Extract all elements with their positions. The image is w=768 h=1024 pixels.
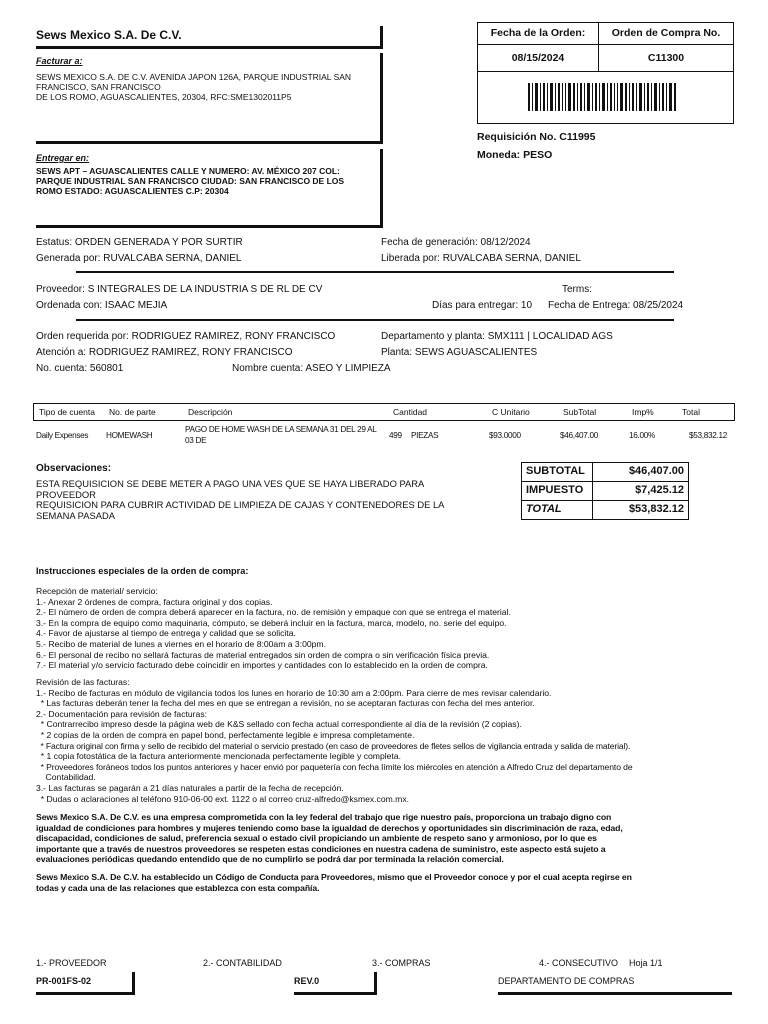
cell-subtotal: $46,407.00 [560,431,598,440]
instruction-line: * Proveedores foráneos todos los puntos anteriores y hacer envió por paquetería con fecha límite los miércoles en atención a Alfredo Cruz del departamento de [36,761,633,772]
ship-to-label: Entregar en: [36,153,90,163]
instruction-line: * 1 copia fotostática de la factura anteriormente mencionada perfectamente legible y completa. [36,751,401,762]
col-header: Cantidad [393,407,428,417]
ship-to-address [36,166,380,196]
col-header: Tipo de cuenta [39,407,95,417]
cell-unit-cost: $93.0000 [489,431,521,440]
subtotal-label: SUBTOTAL [522,463,593,481]
account-number: No. cuenta: 560801 [36,363,124,374]
total-value: $53,832.12 [628,503,684,515]
divider [76,319,674,321]
copy-supplier: 1.- PROVEEDOR [36,958,107,968]
instruction-line: 2.- El número de orden de compra deberá aparecer en la factura, no. de remisión y empaque con que se entrega el material. [36,607,511,618]
attention-to: Atención a: RODRIGUEZ RAMIREZ, RONY FRANCISCO [36,347,293,358]
reception-instructions [36,586,511,671]
total-row [521,501,689,520]
totals-box [521,462,689,520]
cell-unit: PIEZAS [411,431,439,440]
statement-line: igualdad de condiciones para hombres y mujeres teniendo como base la igualdad de derechos y oportunidades sin discriminación de raza, edad, [36,822,623,833]
company-box [36,26,383,49]
bill-to-line: DE LOS ROMO, AGUASCALIENTES, 20304, RFC:SME1302011P5 [36,92,292,102]
subtotal-value: $46,407.00 [628,465,684,477]
col-header: C Unitario [492,407,530,417]
bill-to-box [36,53,383,144]
released-by: Liberada por: RUVALCABA SERNA, DANIEL [381,253,581,264]
description-line: PAGO DE HOME WASH DE LA SEMANA 31 DEL 29 AL [185,425,377,434]
account-name: Nombre cuenta: ASEO Y LIMPIEZA [232,363,391,374]
observation-line: SEMANA PASADA [36,509,116,521]
statement-line: Sews Mexico S.A. De C.V. es una empresa comprometida con la ley federal del trabajo que rige nuestro país, proporciona un trabajo digno con [36,812,612,822]
footer-form-box [36,972,135,995]
generated-by: Generada por: RUVALCABA SERNA, DANIEL [36,253,242,264]
cell-total: $53,832.12 [689,431,727,440]
instruction-line: 7.- El material y/o servicio facturado debe coincidir en importes y cantidades con lo establecido en la orden de compra. [36,660,488,671]
col-header: SubTotal [563,407,597,417]
order-date-label: Fecha de la Orden: [478,23,599,45]
observations-label: Observaciones: [36,463,112,474]
observations [36,479,456,521]
currency: Moneda: PESO [477,149,553,161]
bill-to-label: Facturar a: [36,56,83,66]
form-number: PR-001FS-02 [36,976,92,986]
divider [76,271,674,273]
copy-purchasing: 3.- COMPRAS [372,958,431,968]
instruction-line: 5.- Recibo de material de lunes a viernes en el horario de 8:00am a 3:00pm. [36,638,326,649]
po-number: C11300 [599,45,733,72]
table-row [33,422,733,452]
copy-consecutive: 4.- CONSECUTIVO [539,958,619,968]
instruction-line: 1.- Anexar 2 órdenes de compra, factura original y dos copias. [36,596,273,607]
code-of-conduct-statement [36,872,632,893]
cell-part-number: HOMEWASH [106,431,153,440]
instruction-line: Contabilidad. [36,772,96,783]
invoice-review-instructions [36,677,633,804]
observation-line: PROVEEDOR [36,488,96,500]
instruction-line: Recepción de material/ servicio: [36,586,158,596]
instruction-line: 3.- Las facturas se pagarán a 21 días naturales a partir de la fecha de recepción. [36,782,344,793]
revision: REV.0 [294,976,320,986]
ship-to-line: ROMO ESTADO: AGUASCALIENTES C.P: 20304 [36,186,229,196]
instruction-line: 3.- En la compra de equipo como maquinaria, cómputo, se deberá incluir en la factura, marca, modelo, no. serie del equipo. [36,617,507,628]
instruction-line: 1.- Recibo de facturas en módulo de vigilancia todos los lunes en horario de 10:30 am a 2:00pm. Para cierre de mes revisar calendario. [36,687,552,698]
department: Departamento y planta: SMX111 | LOCALIDAD AGS [381,331,613,342]
instructions-title: Instrucciones especiales de la orden de compra: [36,566,249,576]
footer-dept-box [498,972,732,995]
cell-description [185,424,377,446]
instruction-line: * 2 copias de la orden de compra en papel bond, perfectamente legible e impresa completamente. [36,729,415,740]
barcode-icon [528,83,678,111]
copy-accounting: 2.- CONTABILIDAD [203,958,282,968]
generation-date: Fecha de generación: 08/12/2024 [381,237,531,248]
instruction-line: * Las facturas deberán tener la fecha del mes en que se entregan a revisión, no se aceptaran facturas con fecha del mes anterior. [36,698,535,709]
status: Estatus: ORDEN GENERADA Y POR SURTIR [36,237,243,248]
statement-line: todas y cada una de las relaciones que establezca con esta compañía. [36,882,320,893]
statement-line: discapacidad, condiciones de salud, preferencia sexual o estado civil propiciando un ambiente de respeto sano y armonioso, por lo que es [36,833,597,844]
order-header-box [477,22,734,124]
cell-quantity: 499 [389,431,402,440]
bill-to-line: FRANCISCO, SAN FRANCISCO [36,82,161,92]
col-header: Total [682,407,700,417]
tax-row [521,482,689,501]
col-header: No. de parte [109,407,156,417]
subtotal-row [521,462,689,482]
ship-to-box [36,149,383,228]
ordered-with: Ordenada con: ISAAC MEJIA [36,300,168,311]
observation-line: REQUISICION PARA CUBRIR ACTIVIDAD DE LIMPIEZA DE CAJAS Y CONTENEDORES DE LA [36,499,445,510]
col-header: Descripción [188,407,233,417]
page-number: Hoja 1/1 [629,958,663,968]
description-line: 03 DE [185,436,207,445]
labor-statement [36,812,623,865]
instruction-line: * Dudas o aclaraciones al teléfono 910-06-00 ext. 1122 o al correo cruz-alfredo@ksmex.com.mx. [36,793,410,804]
delivery-date: Fecha de Entrega: 08/25/2024 [548,300,684,311]
tax-value: $7,425.12 [635,484,684,496]
statement-line: evaluaciones periódicas quedando entendido que de no cumplirlo se podrá dar por terminada la relación comercial. [36,854,504,865]
statement-line: Sews Mexico S.A. De C.V. ha establecido un Código de Conducta para Proveedores, mismo que el Proveedor conoce y por el cual acepta regirse en [36,872,632,882]
observation-line: ESTA REQUISICION SE DEBE METER A PAGO UNA VES QUE SE HAYA LIBERADO PARA [36,478,425,489]
instruction-line: * Contrarrecibo impreso desde la página web de K&S sellado con fecha actual correspondiente al día de la revisión (2 copias). [36,719,522,730]
items-table-header [33,403,735,421]
requisition-number: Requisición No. C11995 [477,131,596,143]
instruction-line: 2.- Documentación para revisión de facturas: [36,708,208,719]
footer-rev-box [294,972,377,995]
instruction-line: 6.- El personal de recibo no sellará facturas de material entregados sin orden de compra o sin verificación física previa. [36,649,490,660]
cell-account-type: Daily Expenses [36,431,89,440]
statement-line: importante que a través de nuestros proveedores se respeten estas condiciones en nuestra cadena de suministro, este aspecto está sujeto a [36,843,606,854]
delivery-days: Días para entregar: 10 [432,300,533,311]
company-name: Sews Mexico S.A. De C.V. [36,28,182,42]
plant: Planta: SEWS AGUASCALIENTES [381,347,538,358]
bill-to-line: SEWS MEXICO S.A. DE C.V. AVENIDA JAPON 126A, PARQUE INDUSTRIAL SAN [36,72,352,82]
tax-label: IMPUESTO [522,482,593,500]
instruction-line: Revisión de las facturas: [36,677,130,687]
ship-to-line: PARQUE INDUSTRIAL SAN FRANCISCO CIUDAD: SAN FRANCISCO DE LOS [36,176,345,186]
instruction-line: 4.- Favor de ajustarse al tiempo de entrega y calidad que se solicita. [36,628,296,639]
supplier: Proveedor: S INTEGRALES DE LA INDUSTRIA S DE RL DE CV [36,284,323,295]
bill-to-address [36,72,380,102]
po-number-label: Orden de Compra No. [599,23,733,45]
col-header: Imp% [632,407,654,417]
cell-tax-percent: 16.00% [629,431,655,440]
ship-to-line: SEWS APT – AGUASCALIENTES CALLE Y NUMERO: AV. MÉXICO 207 COL: [36,166,340,176]
requested-by: Orden requerida por: RODRIGUEZ RAMIREZ, RONY FRANCISCO [36,331,336,342]
total-label: TOTAL [522,501,593,519]
order-date: 08/15/2024 [478,45,599,72]
instruction-line: * Factura original con firma y sello de recibido del material o servicio prestado (en caso de proveedores de fletes sellos de vigilancia entrada y salida de material). [36,740,631,751]
terms: Terms: [562,284,592,295]
department-name: DEPARTAMENTO DE COMPRAS [498,976,635,986]
